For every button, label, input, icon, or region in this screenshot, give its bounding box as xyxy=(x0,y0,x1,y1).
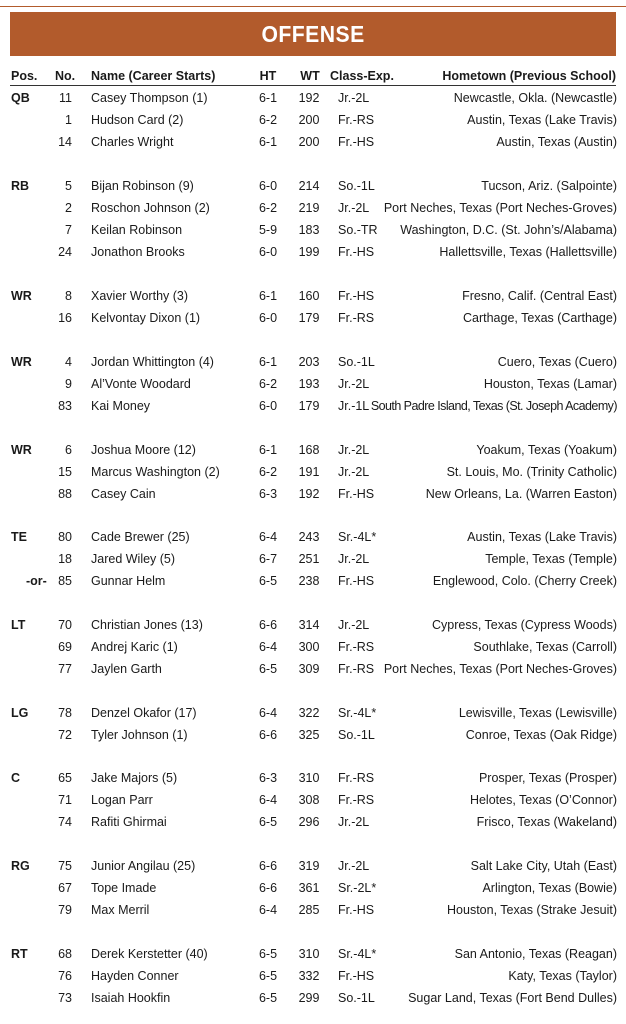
weight: 160 xyxy=(298,289,320,303)
player-name: Xavier Worthy (3) xyxy=(91,289,189,303)
position: WR xyxy=(11,289,32,303)
hometown: Southlake, Texas (Carroll) xyxy=(473,640,617,654)
jersey-number: 76 xyxy=(58,969,72,983)
weight: 361 xyxy=(298,881,320,895)
height: 6-6 xyxy=(258,859,278,873)
player-name: Jordan Whittington (4) xyxy=(91,355,214,369)
class-exp: Sr.-2L* xyxy=(338,881,377,895)
weight: 314 xyxy=(298,618,320,632)
column-header-row xyxy=(0,66,626,86)
hometown: Cypress, Texas (Cypress Woods) xyxy=(431,618,617,632)
height: 6-1 xyxy=(258,135,278,149)
position: RT xyxy=(11,947,28,961)
class-exp: Jr.-1L xyxy=(338,399,370,413)
hometown: Port Neches, Texas (Port Neches-Groves) xyxy=(383,201,617,215)
player-name: Jaylen Garth xyxy=(91,662,162,676)
height: 6-2 xyxy=(258,113,278,127)
class-exp: Fr.-HS xyxy=(338,903,375,917)
height: 6-6 xyxy=(258,728,278,742)
height: 6-1 xyxy=(258,91,278,105)
height: 6-1 xyxy=(258,289,278,303)
table-row xyxy=(0,812,626,832)
class-exp: Fr.-RS xyxy=(338,113,375,127)
jersey-number: 79 xyxy=(58,903,72,917)
jersey-number: 4 xyxy=(65,355,72,369)
jersey-number: 18 xyxy=(58,552,72,566)
weight: 319 xyxy=(298,859,320,873)
player-name: Jared Wiley (5) xyxy=(91,552,176,566)
weight: 332 xyxy=(298,969,320,983)
class-exp: Fr.-RS xyxy=(338,640,375,654)
table-row xyxy=(0,220,626,240)
header-rule xyxy=(10,85,616,86)
class-exp: Fr.-RS xyxy=(338,662,375,676)
table-row xyxy=(0,878,626,898)
table-row xyxy=(0,900,626,920)
table-row xyxy=(0,988,626,1008)
table-row xyxy=(0,88,626,108)
player-name: Casey Thompson (1) xyxy=(91,91,208,105)
weight: 191 xyxy=(298,465,320,479)
weight: 300 xyxy=(298,640,320,654)
position: -or- xyxy=(26,574,47,588)
class-exp: Fr.-RS xyxy=(338,771,375,785)
jersey-number: 15 xyxy=(58,465,72,479)
class-exp: Jr.-2L xyxy=(338,377,370,391)
hometown: Hallettsville, Texas (Hallettsville) xyxy=(439,245,617,259)
weight: 296 xyxy=(298,815,320,829)
jersey-number: 73 xyxy=(58,991,72,1005)
class-exp: Sr.-4L* xyxy=(338,530,377,544)
height: 6-0 xyxy=(258,311,278,325)
class-exp: So.-1L xyxy=(338,355,375,369)
height: 6-2 xyxy=(258,465,278,479)
header-class: Class-Exp. xyxy=(330,69,394,83)
weight: 322 xyxy=(298,706,320,720)
weight: 200 xyxy=(298,135,320,149)
jersey-number: 1 xyxy=(65,113,72,127)
player-name: Tope Imade xyxy=(91,881,157,895)
position: TE xyxy=(11,530,27,544)
weight: 310 xyxy=(298,771,320,785)
height: 6-5 xyxy=(258,662,278,676)
table-row xyxy=(0,725,626,745)
jersey-number: 69 xyxy=(58,640,72,654)
table-row xyxy=(0,527,626,547)
header-no: No. xyxy=(55,69,76,83)
weight: 183 xyxy=(298,223,320,237)
class-exp: Jr.-2L xyxy=(338,859,370,873)
height: 6-4 xyxy=(258,530,278,544)
height: 6-4 xyxy=(258,706,278,720)
hometown: Prosper, Texas (Prosper) xyxy=(478,771,617,785)
height: 6-5 xyxy=(258,969,278,983)
height: 6-1 xyxy=(258,355,278,369)
hometown: Sugar Land, Texas (Fort Bend Dulles) xyxy=(408,991,617,1005)
player-name: Logan Parr xyxy=(91,793,153,807)
table-row xyxy=(0,308,626,328)
height: 6-3 xyxy=(258,487,278,501)
table-row xyxy=(0,286,626,306)
hometown: South Padre Island, Texas (St. Joseph Academy) xyxy=(370,399,617,413)
jersey-number: 65 xyxy=(58,771,72,785)
hometown: Newcastle, Okla. (Newcastle) xyxy=(453,91,617,105)
player-name: Andrej Karic (1) xyxy=(91,640,178,654)
height: 6-5 xyxy=(258,815,278,829)
table-row xyxy=(0,440,626,460)
hometown: Tucson, Ariz. (Salpointe) xyxy=(481,179,617,193)
player-name: Derek Kerstetter (40) xyxy=(91,947,208,961)
class-exp: Fr.-RS xyxy=(338,311,375,325)
height: 6-4 xyxy=(258,640,278,654)
table-row xyxy=(0,703,626,723)
weight: 168 xyxy=(298,443,320,457)
position: QB xyxy=(11,91,30,105)
header-pos: Pos. xyxy=(11,69,38,83)
height: 6-5 xyxy=(258,991,278,1005)
table-row xyxy=(0,966,626,986)
class-exp: Fr.-HS xyxy=(338,135,375,149)
hometown: Fresno, Calif. (Central East) xyxy=(462,289,617,303)
weight: 200 xyxy=(298,113,320,127)
class-exp: Jr.-2L xyxy=(338,552,370,566)
weight: 243 xyxy=(298,530,320,544)
hometown: Austin, Texas (Lake Travis) xyxy=(467,113,617,127)
player-name: Keilan Robinson xyxy=(91,223,183,237)
jersey-number: 70 xyxy=(58,618,72,632)
jersey-number: 72 xyxy=(58,728,72,742)
table-row xyxy=(0,198,626,218)
hometown: New Orleans, La. (Warren Easton) xyxy=(425,487,617,501)
hometown: Houston, Texas (Strake Jesuit) xyxy=(447,903,617,917)
class-exp: So.-TR xyxy=(338,223,378,237)
weight: 251 xyxy=(298,552,320,566)
height: 6-4 xyxy=(258,903,278,917)
player-name: Marcus Washington (2) xyxy=(91,465,220,479)
weight: 199 xyxy=(298,245,320,259)
jersey-number: 2 xyxy=(65,201,72,215)
player-name: Junior Angilau (25) xyxy=(91,859,196,873)
player-name: Kelvontay Dixon (1) xyxy=(91,311,201,325)
weight: 214 xyxy=(298,179,320,193)
top-rule xyxy=(0,6,626,7)
weight: 308 xyxy=(298,793,320,807)
offense-banner xyxy=(10,12,616,56)
weight: 219 xyxy=(298,201,320,215)
jersey-number: 77 xyxy=(58,662,72,676)
class-exp: Jr.-2L xyxy=(338,91,370,105)
table-row xyxy=(0,790,626,810)
position: C xyxy=(11,771,21,785)
table-row xyxy=(0,571,626,591)
jersey-number: 83 xyxy=(58,399,72,413)
header-name: Name (Career Starts) xyxy=(91,69,216,83)
weight: 309 xyxy=(298,662,320,676)
table-row xyxy=(0,944,626,964)
jersey-number: 88 xyxy=(58,487,72,501)
class-exp: Fr.-HS xyxy=(338,969,375,983)
hometown: Houston, Texas (Lamar) xyxy=(483,377,617,391)
player-name: Cade Brewer (25) xyxy=(91,530,190,544)
hometown: Yoakum, Texas (Yoakum) xyxy=(476,443,617,457)
height: 6-0 xyxy=(258,245,278,259)
table-row xyxy=(0,462,626,482)
hometown: Washington, D.C. (St. John’s/Alabama) xyxy=(400,223,617,237)
class-exp: Fr.-HS xyxy=(338,289,375,303)
table-row xyxy=(0,615,626,635)
table-row xyxy=(0,856,626,876)
player-name: Kai Money xyxy=(91,399,151,413)
class-exp: Sr.-4L* xyxy=(338,706,377,720)
position: LG xyxy=(11,706,29,720)
class-exp: Fr.-HS xyxy=(338,574,375,588)
table-row xyxy=(0,484,626,504)
position: RB xyxy=(11,179,30,193)
jersey-number: 68 xyxy=(58,947,72,961)
weight: 179 xyxy=(298,399,320,413)
class-exp: Jr.-2L xyxy=(338,465,370,479)
class-exp: Fr.-RS xyxy=(338,793,375,807)
table-row xyxy=(0,176,626,196)
player-name: Christian Jones (13) xyxy=(91,618,203,632)
height: 6-3 xyxy=(258,771,278,785)
height: 6-2 xyxy=(258,201,278,215)
weight: 179 xyxy=(298,311,320,325)
height: 5-9 xyxy=(258,223,278,237)
weight: 192 xyxy=(298,487,320,501)
jersey-number: 67 xyxy=(58,881,72,895)
hometown: Carthage, Texas (Carthage) xyxy=(462,311,617,325)
table-row xyxy=(0,659,626,679)
jersey-number: 9 xyxy=(65,377,72,391)
height: 6-6 xyxy=(258,618,278,632)
height: 6-2 xyxy=(258,377,278,391)
hometown: Englewood, Colo. (Cherry Creek) xyxy=(432,574,617,588)
weight: 299 xyxy=(298,991,320,1005)
hometown: Katy, Texas (Taylor) xyxy=(508,969,617,983)
class-exp: Fr.-HS xyxy=(338,487,375,501)
table-row xyxy=(0,637,626,657)
height: 6-6 xyxy=(258,881,278,895)
hometown: Lewisville, Texas (Lewisville) xyxy=(458,706,617,720)
position: RG xyxy=(11,859,30,873)
table-row xyxy=(0,374,626,394)
table-row xyxy=(0,396,626,416)
jersey-number: 16 xyxy=(58,311,72,325)
jersey-number: 85 xyxy=(58,574,72,588)
hometown: Temple, Texas (Temple) xyxy=(485,552,617,566)
table-row xyxy=(0,242,626,262)
player-name: Charles Wright xyxy=(91,135,174,149)
weight: 203 xyxy=(298,355,320,369)
header-hometown: Hometown (Previous School) xyxy=(442,69,616,83)
hometown: St. Louis, Mo. (Trinity Catholic) xyxy=(446,465,617,479)
weight: 310 xyxy=(298,947,320,961)
jersey-number: 14 xyxy=(58,135,72,149)
banner-title: OFFENSE xyxy=(261,20,365,47)
player-name: Al’Vonte Woodard xyxy=(91,377,191,391)
player-name: Rafiti Ghirmai xyxy=(91,815,167,829)
height: 6-0 xyxy=(258,399,278,413)
player-name: Hayden Conner xyxy=(91,969,179,983)
hometown: Salt Lake City, Utah (East) xyxy=(470,859,617,873)
header-ht: HT xyxy=(259,69,277,83)
table-row xyxy=(0,132,626,152)
position: WR xyxy=(11,355,32,369)
player-name: Jake Majors (5) xyxy=(91,771,178,785)
hometown: Arlington, Texas (Bowie) xyxy=(482,881,617,895)
class-exp: Jr.-2L xyxy=(338,443,370,457)
player-name: Isaiah Hookfin xyxy=(91,991,171,1005)
height: 6-0 xyxy=(258,179,278,193)
jersey-number: 71 xyxy=(58,793,72,807)
position: LT xyxy=(11,618,26,632)
height: 6-5 xyxy=(258,947,278,961)
jersey-number: 6 xyxy=(65,443,72,457)
position: WR xyxy=(11,443,32,457)
jersey-number: 11 xyxy=(59,91,72,105)
player-name: Hudson Card (2) xyxy=(91,113,184,127)
jersey-number: 5 xyxy=(65,179,72,193)
player-name: Bijan Robinson (9) xyxy=(91,179,194,193)
height: 6-4 xyxy=(258,793,278,807)
class-exp: So.-1L xyxy=(338,179,375,193)
height: 6-7 xyxy=(258,552,278,566)
hometown: Austin, Texas (Lake Travis) xyxy=(467,530,617,544)
table-row xyxy=(0,110,626,130)
player-name: Casey Cain xyxy=(91,487,156,501)
jersey-number: 8 xyxy=(65,289,72,303)
header-wt: WT xyxy=(300,69,320,83)
hometown: Conroe, Texas (Oak Ridge) xyxy=(465,728,617,742)
weight: 193 xyxy=(298,377,320,391)
class-exp: So.-1L xyxy=(338,991,375,1005)
table-row xyxy=(0,352,626,372)
class-exp: Jr.-2L xyxy=(338,201,370,215)
table-row xyxy=(0,768,626,788)
player-name: Tyler Johnson (1) xyxy=(91,728,188,742)
player-name: Denzel Okafor (17) xyxy=(91,706,197,720)
jersey-number: 74 xyxy=(58,815,72,829)
jersey-number: 7 xyxy=(65,223,72,237)
class-exp: So.-1L xyxy=(338,728,375,742)
weight: 192 xyxy=(298,91,320,105)
class-exp: Sr.-4L* xyxy=(338,947,377,961)
player-name: Gunnar Helm xyxy=(91,574,166,588)
class-exp: Fr.-HS xyxy=(338,245,375,259)
jersey-number: 75 xyxy=(58,859,72,873)
weight: 285 xyxy=(298,903,320,917)
height: 6-1 xyxy=(258,443,278,457)
jersey-number: 80 xyxy=(58,530,72,544)
hometown: Helotes, Texas (O’Connor) xyxy=(469,793,617,807)
player-name: Joshua Moore (12) xyxy=(91,443,196,457)
weight: 325 xyxy=(298,728,320,742)
weight: 238 xyxy=(298,574,320,588)
jersey-number: 78 xyxy=(58,706,72,720)
table-row xyxy=(0,549,626,569)
hometown: Port Neches, Texas (Port Neches-Groves) xyxy=(383,662,617,676)
hometown: Frisco, Texas (Wakeland) xyxy=(476,815,617,829)
class-exp: Jr.-2L xyxy=(338,815,370,829)
hometown: San Antonio, Texas (Reagan) xyxy=(454,947,617,961)
hometown: Austin, Texas (Austin) xyxy=(496,135,617,149)
jersey-number: 24 xyxy=(58,245,72,259)
height: 6-5 xyxy=(258,574,278,588)
class-exp: Jr.-2L xyxy=(338,618,370,632)
player-name: Jonathon Brooks xyxy=(91,245,185,259)
player-name: Roschon Johnson (2) xyxy=(91,201,210,215)
hometown: Cuero, Texas (Cuero) xyxy=(497,355,617,369)
player-name: Max Merril xyxy=(91,903,150,917)
